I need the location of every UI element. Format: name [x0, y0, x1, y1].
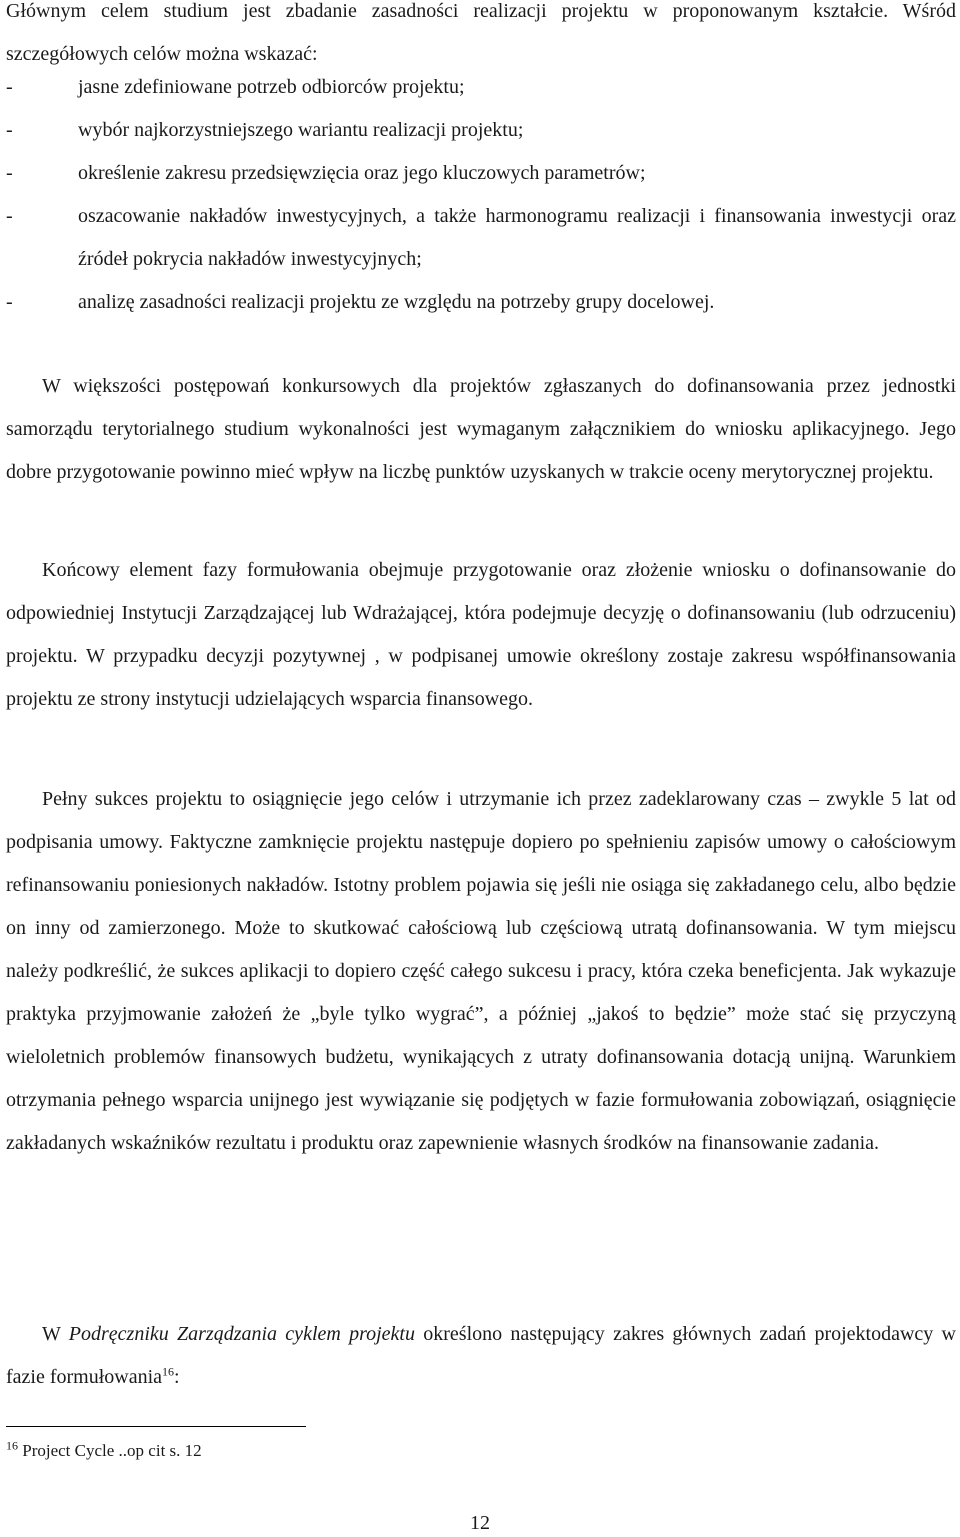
- intro-paragraph: Głównym celem studium jest zbadanie zasadności realizacji projektu w proponowanym kształcie. Wśród szczegółowych celów można wskazać:: [6, 0, 956, 65]
- list-dash: -: [6, 119, 13, 141]
- footnote-reference[interactable]: 16: [162, 1364, 175, 1379]
- list-item: [6, 66, 956, 109]
- handbook-title: Podręczniku Zarządzania cyklem projektu: [68, 1323, 415, 1345]
- paragraph-application-phase: Końcowy element fazy formułowania obejmuje przygotowanie oraz złożenie wniosku o dofinansowanie do odpowiedniej Instytucji Zarządzającej lub Wdrażającej, która podejmuje decyzję o dofinansowaniu (lub odrzuceniu) projektu. W przypadku decyzji pozytywnej , w podpisanej umowie określony zostaje zakresu współfinansowania projektu ze strony instytucji udzielających wsparcia finansowego.: [6, 559, 956, 710]
- footnote: [6, 1440, 202, 1462]
- list-dash: -: [6, 205, 13, 227]
- list-item-text: jasne zdefiniowane potrzeb odbiorców projektu;: [78, 76, 465, 98]
- list-item: [6, 281, 956, 324]
- paragraph-text-end: :: [174, 1366, 180, 1388]
- paragraph-project-success: Pełny sukces projektu to osiągnięcie jego celów i utrzymanie ich przez zadeklarowany czas – zwykle 5 lat od podpisania umowy. Faktyczne zamknięcie projektu następuje dopiero po spełnieniu zapisów umowy o całościowym refinansowaniu poniesionych nakładów. Istotny problem pojawia się jeśli nie osiąga się zakładanego celu, albo będzie on inny od zamierzonego. Może to skutkować całościową lub częściową utratą dofinansowania. W tym miejscu należy podkreślić, że sukces aplikacji to dopiero część całego sukcesu i pracy, która czeka beneficjenta. Jak wykazuje praktyka przyjmowanie założeń że „byle tylko wygrać”, a później „jakoś to będzie” może stać się przyczyną wieloletnich problemów finansowych budżetu, wynikających z utraty dofinansowania dotacją unijną. Warunkiem otrzymania pełnego wsparcia unijnego jest wywiązanie się podjętych w fazie formułowania zobowiązań, osiągnięcie zakładanych wskaźników rezultatu i produktu oraz zapewnienie własnych środków na finansowanie zadania.: [6, 788, 956, 1154]
- list-item-text: wybór najkorzystniejszego wariantu realizacji projektu;: [78, 119, 524, 141]
- list-dash: -: [6, 162, 13, 184]
- list-dash: -: [6, 76, 13, 98]
- list-item: [6, 152, 956, 195]
- page-number: 12: [470, 1512, 490, 1534]
- footnote-number: 16: [6, 1438, 18, 1453]
- list-item: [6, 109, 956, 152]
- list-dash: -: [6, 291, 13, 313]
- list-item: [6, 195, 956, 281]
- objectives-list: [6, 66, 956, 324]
- paragraph-text-after: określono następujący zakres głównych zadań projektodawcy w fazie formułowania: [6, 1323, 957, 1388]
- footnote-text: Project Cycle ..op cit s. 12: [18, 1441, 202, 1460]
- list-item-text: określenie zakresu przedsięwzięcia oraz jego kluczowych parametrów;: [78, 162, 646, 184]
- paragraph-text-before: W: [42, 1323, 69, 1345]
- list-item-text: analizę zasadności realizacji projektu ze względu na potrzeby grupy docelowej.: [78, 291, 715, 313]
- footnote-divider: [6, 1426, 306, 1427]
- paragraph-feasibility-requirement: W większości postępowań konkursowych dla projektów zgłaszanych do dofinansowania przez jednostki samorządu terytorialnego studium wykonalności jest wymaganym załącznikiem do wniosku aplikacyjnego. Jego dobre przygotowanie powinno mieć wpływ na liczbę punktów uzyskanych w trakcie oceny merytorycznej projektu.: [6, 375, 956, 483]
- paragraph-handbook-reference: [6, 1313, 956, 1399]
- list-item-text: oszacowanie nakładów inwestycyjnych, a także harmonogramu realizacji i finansowania inwestycji oraz źródeł pokrycia nakładów inwestycyjnych;: [78, 205, 956, 270]
